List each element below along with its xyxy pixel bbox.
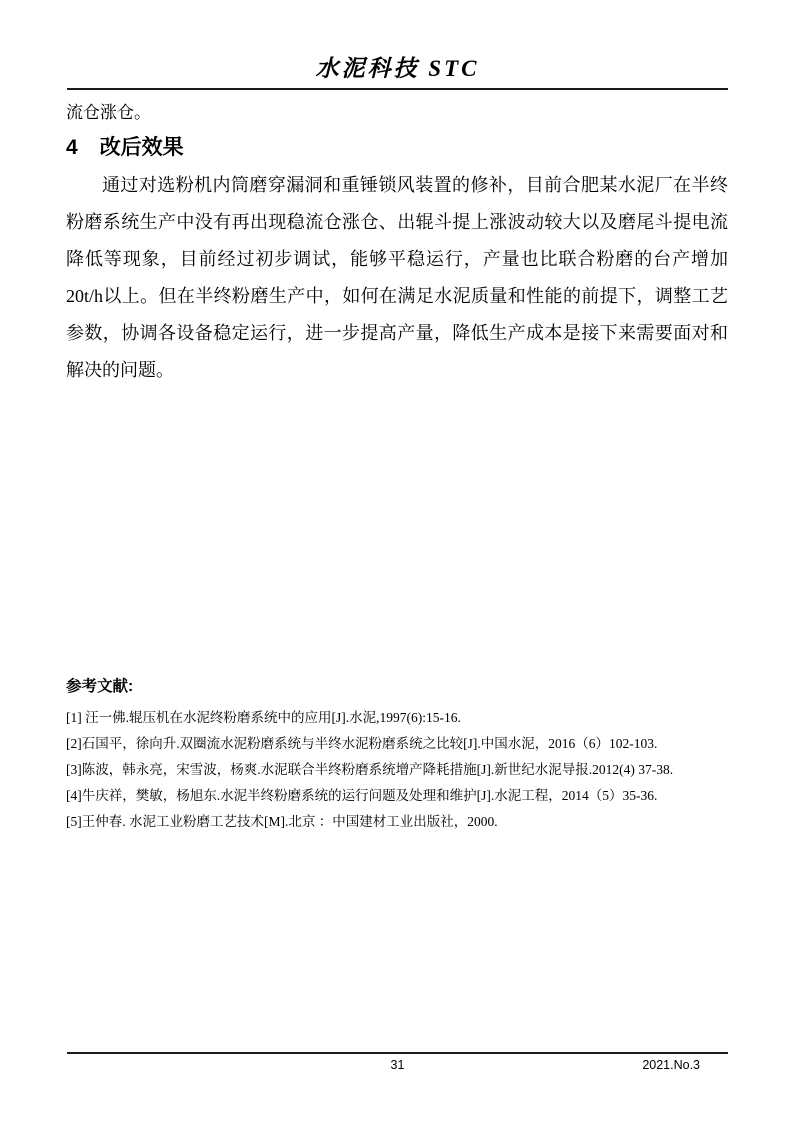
footer-issue-label: 2021.No.3 <box>642 1058 700 1072</box>
reference-item: [1] 汪一佛.辊压机在水泥终粉磨系统中的应用[J].水泥,1997(6):15-16. <box>66 710 461 725</box>
reference-item: [2]石国平，徐向升.双圈流水泥粉磨系统与半终水泥粉磨系统之比较[J].中国水泥，2016（6）102-103. <box>66 736 658 751</box>
references-section <box>66 674 738 835</box>
carryover-text: 流仓涨仓。 <box>66 103 151 122</box>
footer-rule <box>67 1052 728 1054</box>
reference-list <box>66 705 738 835</box>
reference-item: [4]牛庆祥，樊敏，杨旭东.水泥半终粉磨系统的运行问题及处理和维护[J].水泥工程，2014（5）35-36. <box>66 788 658 803</box>
reference-item: [3]陈波，韩永亮，宋雪波，杨爽.水泥联合半终粉磨系统增产降耗措施[J].新世纪水泥导报.2012(4) 37-38. <box>66 762 674 777</box>
body-paragraph: 通过对选粉机内筒磨穿漏洞和重锤锁风装置的修补，目前合肥某水泥厂在半终粉磨系统生产中没有再出现稳流仓涨仓、出辊斗提上涨波动较大以及磨尾斗提电流降低等现象，目前经过初步调试，能够平稳运行，产量也比联合粉磨的台产增加20t/h以上。但在半终粉磨生产中，如何在满足水泥质量和性能的前提下，调整工艺参数，协调各设备稳定运行，进一步提高产量，降低生产成本是接下来需要面对和解决的问题。 <box>66 175 728 380</box>
footer-page-number: 31 <box>390 1058 405 1072</box>
journal-title: 水泥科技 STC <box>315 56 480 81</box>
section-heading <box>66 131 728 161</box>
references-label: 参考文献: <box>66 678 134 695</box>
header-rule <box>67 88 728 90</box>
reference-item: [5]王仲春. 水泥工业粉磨工艺技术[M].北京 ：中国建材工业出版社，2000. <box>66 814 498 829</box>
section-number: 4 <box>66 136 78 159</box>
section-title: 改后效果 <box>99 136 184 159</box>
